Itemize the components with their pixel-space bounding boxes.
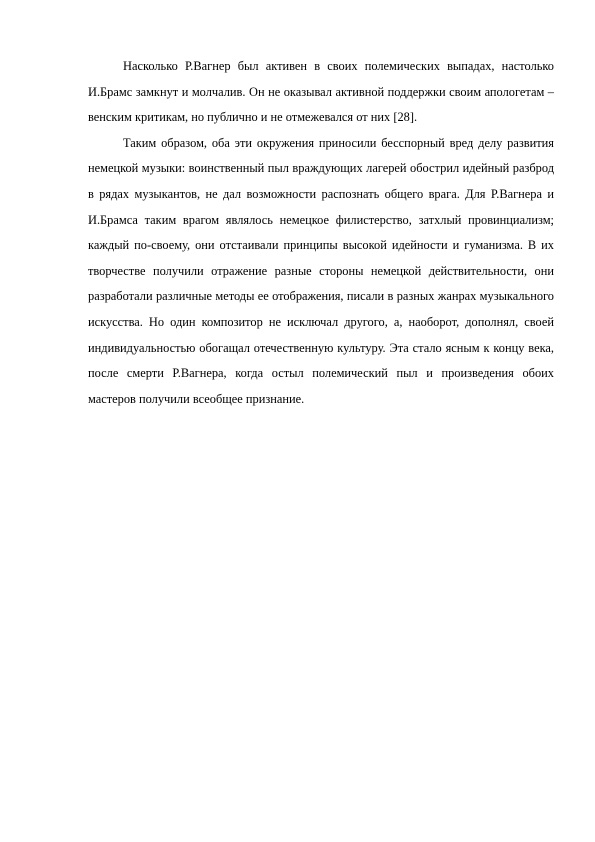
paragraph-2: Таким образом, оба эти окружения приносили бесспорный вред делу развития немецкой музыки: воинственный пыл враждующих лагерей обострил идейный разброд в рядах музыкантов, не дал возможности распознать общего врага. Для Р.Вагнера и И.Брамса таким врагом являлось немецкое филистерство, затхлый провинциализм; каждый по-своему, они отстаивали принципы высокой идейности и гуманизма. В их творчестве получили отражение разные стороны немецкой действительности, они разработали различные методы ее отображения, писали в разных жанрах музыкального искусства. Но один композитор не исключал другого, а, наоборот, дополнял, своей индивидуальностью обогащал отечественную культуру. Эта стало ясным к концу века, после смерти Р.Вагнера, когда остыл полемический пыл и произведения обоих мастеров получили всеобщее признание. — [88, 135, 554, 406]
paragraph-1: Насколько Р.Вагнер был активен в своих полемических выпадах, настолько И.Брамс замкнут и молчалив. Он не оказывал активной поддержки своим апологетам – венским критикам, но публично и не отмежевался от них [28]. — [88, 59, 554, 125]
document-text-body — [88, 54, 554, 412]
